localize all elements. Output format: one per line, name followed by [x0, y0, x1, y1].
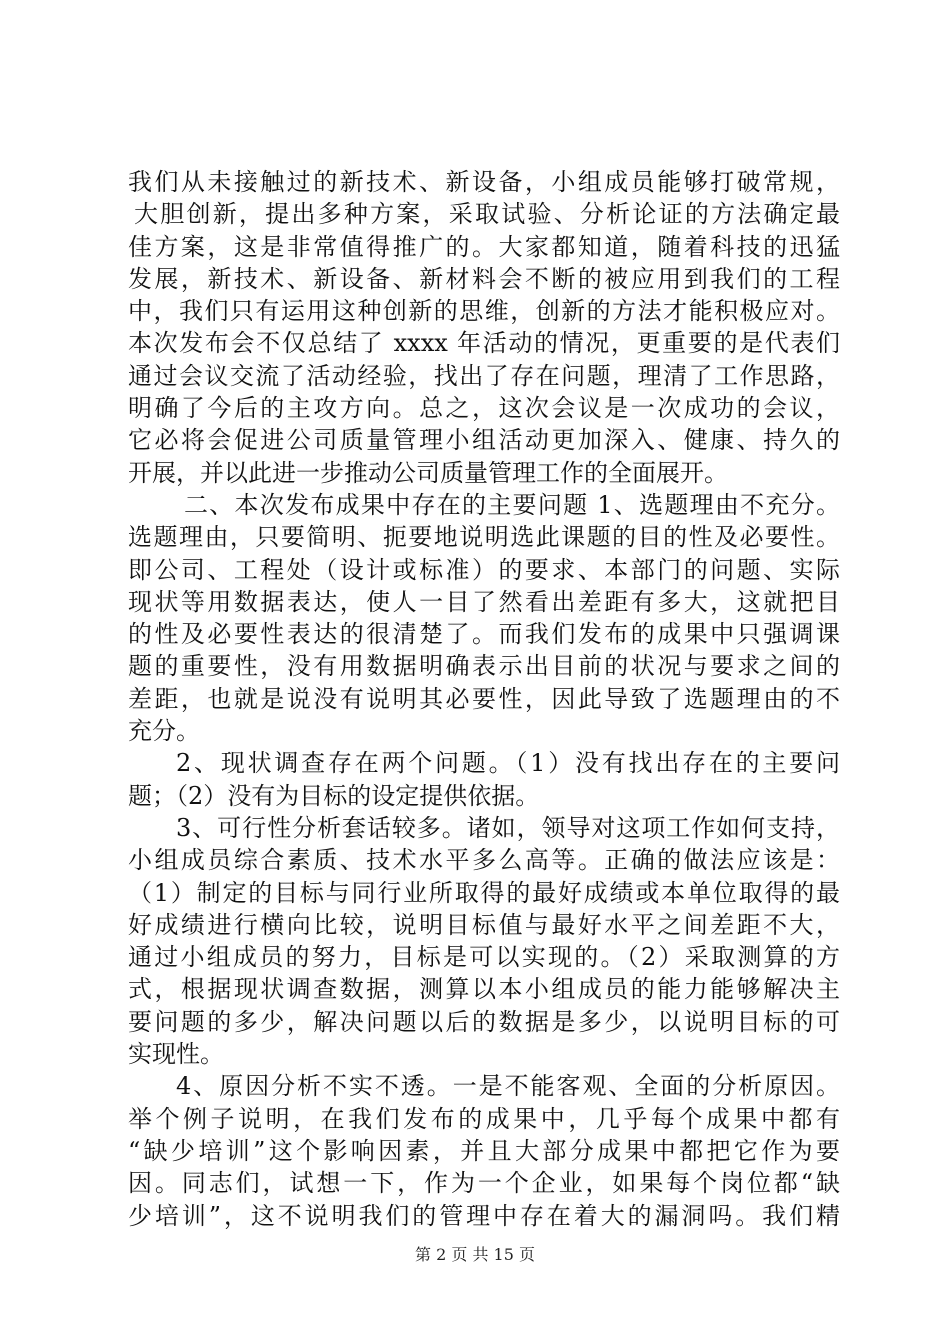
text-line: 差距，也就是说没有说明其必要性，因此导致了选题理由的不 — [128, 684, 840, 713]
text-line: 式，根据现状调查数据，测算以本小组成员的能力能够解决主 — [128, 975, 840, 1004]
text-line: 少培训”，这不说明我们的管理中存在着大的漏洞吗。我们精 — [128, 1201, 840, 1230]
text-line: 发展，新技术、新设备、新材料会不断的被应用到我们的工程 — [128, 264, 840, 293]
text-line: 的性及必要性表达的很清楚了。而我们发布的成果中只强调课 — [128, 620, 840, 649]
text-line: 现状等用数据表达，使人一目了然看出差距有多大，这就把目 — [128, 587, 840, 616]
text-line: 即公司、工程处（设计或标准）的要求、本部门的问题、实际 — [128, 555, 840, 584]
text-line: 大胆创新，提出多种方案，采取试验、分析论证的方法确定最 — [134, 200, 840, 229]
text-line: “缺少培训”这个影响因素，并且大部分成果中都把它作为要 — [128, 1136, 840, 1165]
text-line: 实现性。 — [128, 1040, 224, 1069]
text-line: 4、原因分析不实不透。一是不能客观、全面的分析原因。 — [176, 1072, 840, 1101]
text-line: 中，我们只有运用这种创新的思维，创新的方法才能积极应对。 — [128, 297, 840, 326]
text-line: 题；（2）没有为目标的设定提供依据。 — [128, 781, 540, 810]
text-line: 2、现状调查存在两个问题。（1）没有找出存在的主要问 — [176, 749, 840, 778]
text-line: （1）制定的目标与同行业所取得的最好成绩或本单位取得的最 — [128, 878, 840, 907]
text-line: 本次发布会不仅总结了 xxxx 年活动的情况，更重要的是代表们 — [128, 329, 840, 358]
text-line: 它必将会促进公司质量管理小组活动更加深入、健康、持久的 — [128, 426, 840, 455]
page-number-footer: 第 2 页 共 15 页 — [415, 1245, 535, 1264]
text-line: 明确了今后的主攻方向。总之，这次会议是一次成功的会议， — [128, 394, 840, 423]
text-line: 因。同志们，试想一下，作为一个企业，如果每个岗位都“缺 — [128, 1169, 840, 1198]
text-line: 选题理由，只要简明、扼要地说明选此课题的目的性及必要性。 — [128, 523, 840, 552]
text-line: 充分。 — [128, 717, 200, 746]
text-line: 通过会议交流了活动经验，找出了存在问题，理清了工作思路， — [128, 361, 840, 390]
text-line: 3、可行性分析套话较多。诸如，领导对这项工作如何支持， — [176, 813, 840, 842]
text-line: 佳方案，这是非常值得推广的。大家都知道，随着科技的迅猛 — [128, 232, 840, 261]
text-line: 我们从未接触过的新技术、新设备，小组成员能够打破常规， — [128, 168, 840, 196]
text-line: 好成绩进行横向比较，说明目标值与最好水平之间差距不大， — [128, 910, 840, 939]
text-line: 开展，并以此进一步推动公司质量管理工作的全面展开。 — [128, 458, 728, 487]
text-line: 举个例子说明，在我们发布的成果中，几乎每个成果中都有 — [128, 1104, 840, 1133]
text-line: 通过小组成员的努力，目标是可以实现的。（2）采取测算的方 — [128, 943, 840, 972]
document-body — [128, 166, 840, 1232]
section-heading-line: 二、本次发布成果中存在的主要问题 1、选题理由不充分。 — [184, 490, 840, 519]
text-line: 要问题的多少，解决问题以后的数据是多少，以说明目标的可 — [128, 1007, 840, 1036]
text-line: 题的重要性，没有用数据明确表示出目前的状况与要求之间的 — [128, 652, 840, 681]
text-line: 小组成员综合素质、技术水平多么高等。正确的做法应该是： — [128, 846, 840, 875]
